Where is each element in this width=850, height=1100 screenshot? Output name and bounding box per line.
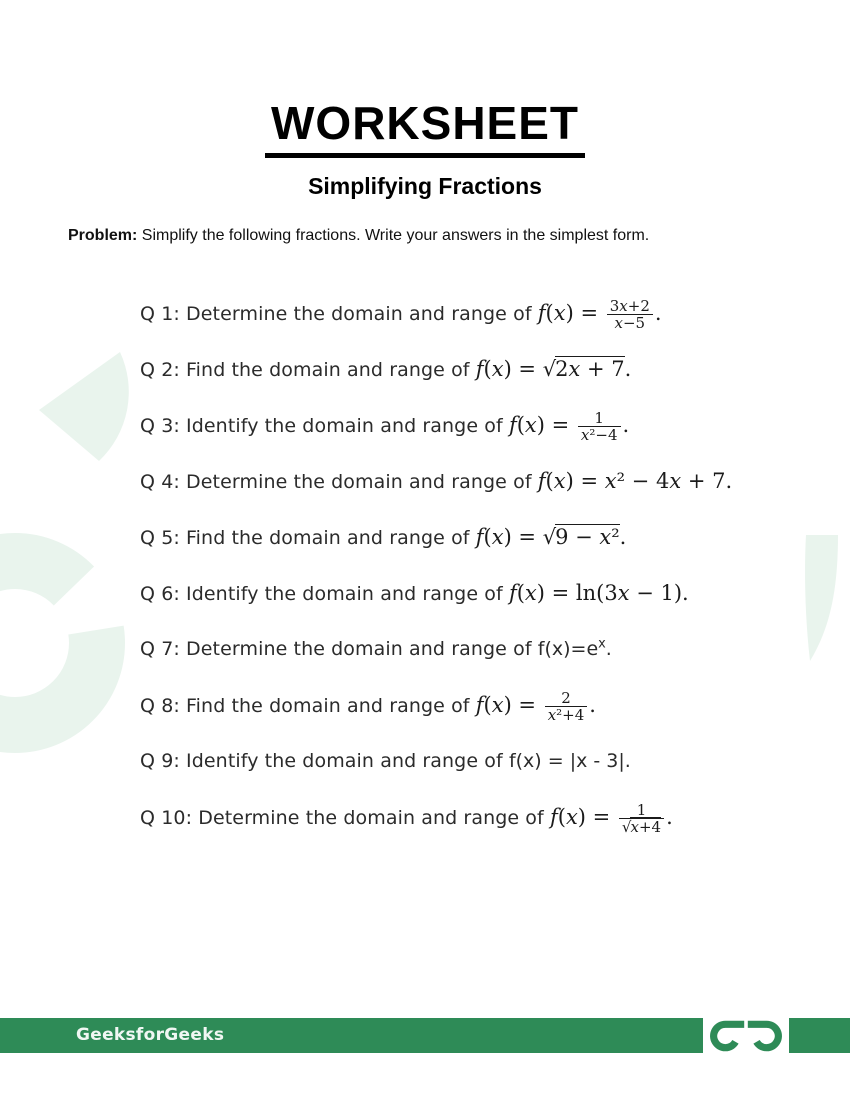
question-text: Q 2: Find the domain and range of <box>140 359 476 381</box>
formula: f(x) = ln(3x − 1). <box>508 581 689 605</box>
formula: f(x) = x² − 4x + 7. <box>537 469 733 493</box>
question-text: Q 3: Identify the domain and range of <box>140 415 509 437</box>
question-text: Q 8: Find the domain and range of <box>140 695 476 717</box>
footer-bar-right <box>789 1018 850 1053</box>
question-text: Q 4: Determine the domain and range of <box>140 471 538 493</box>
problem-statement <box>68 227 649 245</box>
question-row <box>140 341 830 397</box>
geeksforgeeks-logo-icon <box>710 1014 782 1058</box>
formula: f(x) = $\frac{3x+2}{x-5}$ . <box>537 296 662 333</box>
formula: $f(x)=e^x$. <box>537 636 612 660</box>
formula: f(x) = $\frac{2}{\text{x²+4}}$ . <box>475 688 596 725</box>
question-row <box>140 677 830 733</box>
problem-label: Problem: <box>68 227 138 244</box>
footer-bar-left <box>0 1018 703 1053</box>
watermark-wedge <box>20 340 160 470</box>
problem-text: Simplify the following fractions. Write your answers in the simplest form. <box>137 227 650 244</box>
question-text: Q 9: Identify the domain and range of <box>140 750 509 772</box>
question-row <box>140 453 830 509</box>
question-text: Q 5: Find the domain and range of <box>140 527 476 549</box>
page-title: WORKSHEET <box>265 96 585 158</box>
formula: f(x) = √9 − x². <box>475 525 627 549</box>
question-row <box>140 285 830 341</box>
question-row <box>140 789 830 845</box>
question-text: Q 6: Identify the domain and range of <box>140 583 509 605</box>
watermark-big-g <box>0 525 130 765</box>
title-wrap <box>0 96 850 158</box>
question-text: Q 10: Determine the domain and range of <box>140 807 550 829</box>
page-subtitle: Simplifying Fractions <box>308 173 542 199</box>
formula: f(x) = |x - 3|. <box>508 750 631 772</box>
question-row <box>140 397 830 453</box>
question-row <box>140 621 830 677</box>
question-row <box>140 565 830 621</box>
formula: f(x) = $\frac{1}{\text{x²−4}}$ . <box>508 408 630 445</box>
formula: f(x) = $\frac{1}{√x+4}$ . <box>549 800 673 837</box>
questions-list <box>140 285 830 845</box>
subtitle-wrap <box>0 173 850 200</box>
question-row <box>140 509 830 565</box>
formula: f(x) = √2x + 7. <box>475 357 632 381</box>
question-row <box>140 733 830 789</box>
question-text: Q 7: Determine the domain and range of <box>140 638 538 660</box>
question-text: Q 1: Determine the domain and range of <box>140 303 538 325</box>
brand-label: GeeksforGeeks <box>76 1025 225 1045</box>
